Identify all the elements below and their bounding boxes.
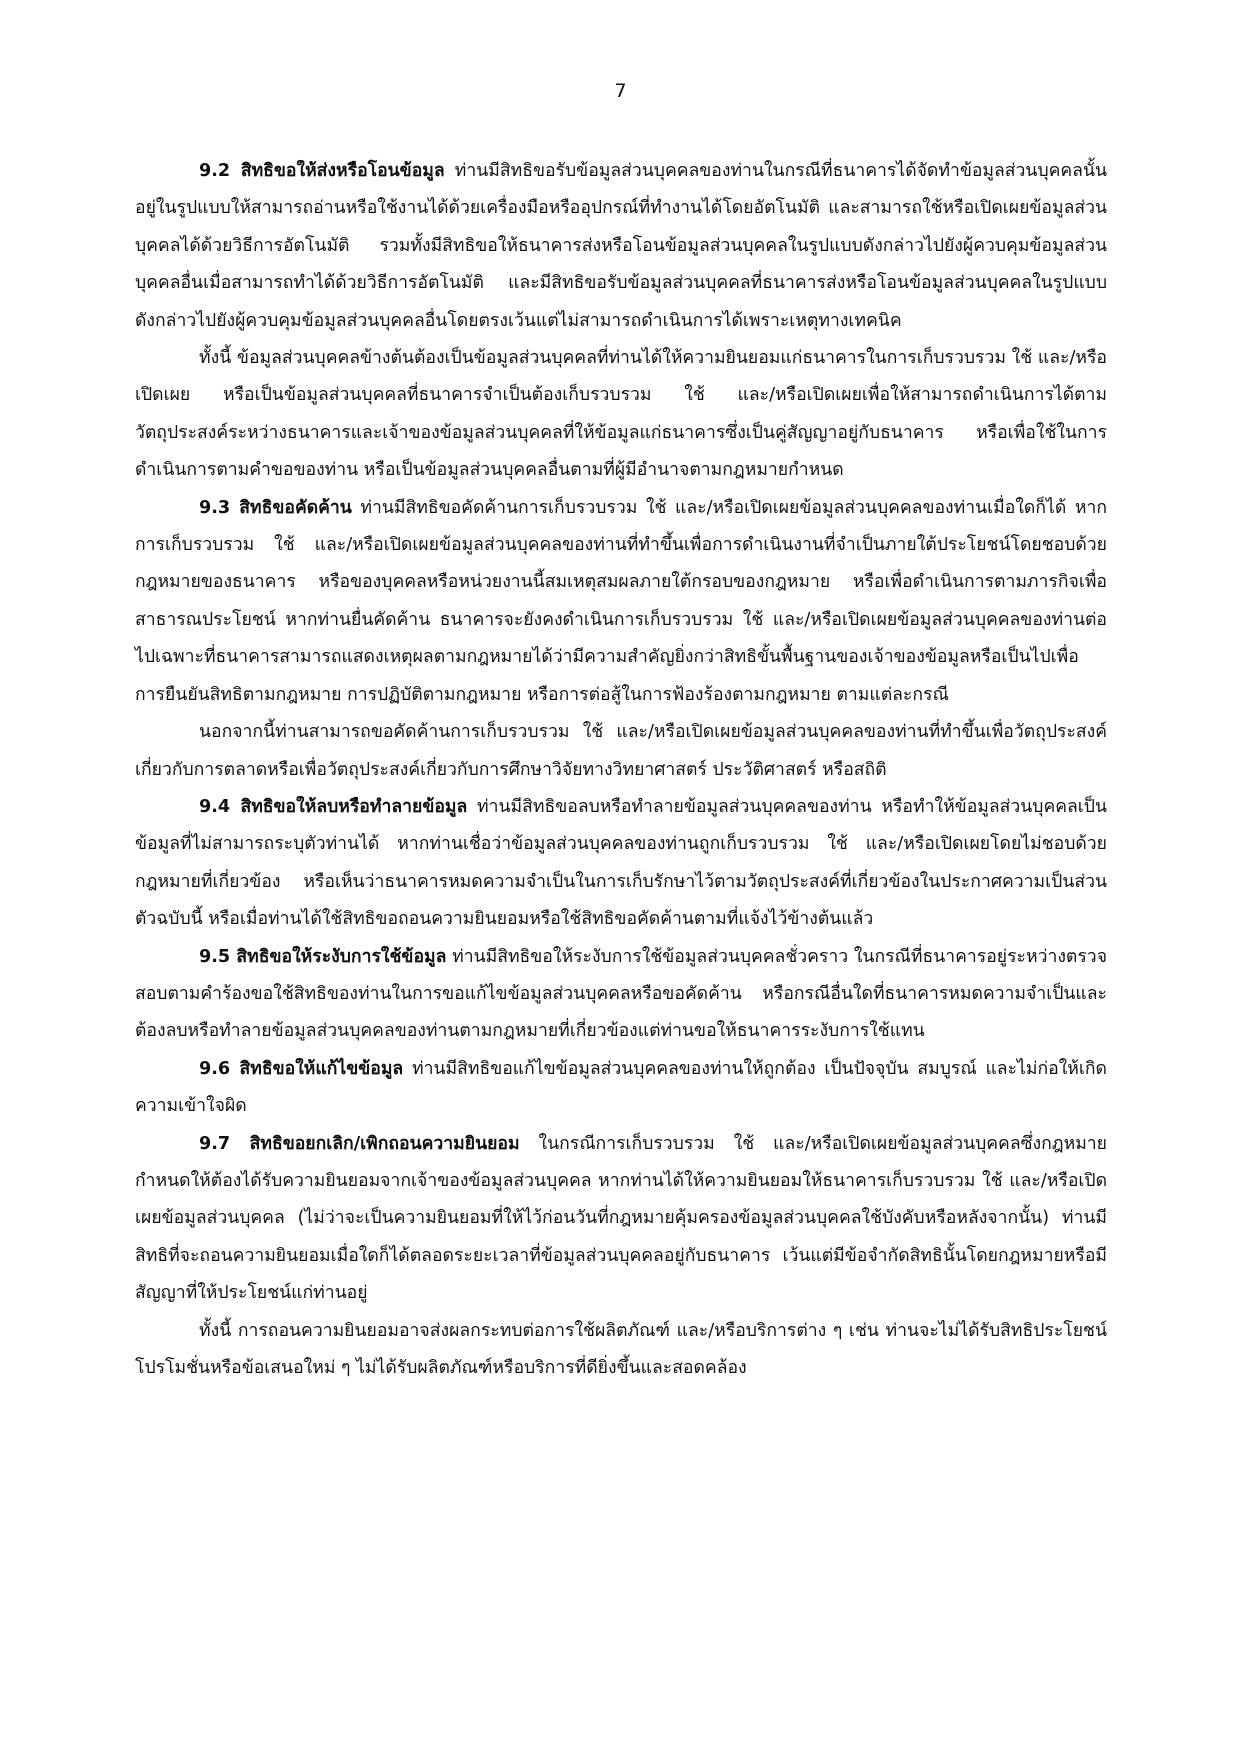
section-heading-9-7: 9.7 สิทธิขอยกเลิก/เพิกถอนความยินยอม — [199, 1133, 520, 1154]
paragraph-text: ท่านมีสิทธิขอคัดค้านการเก็บรวบรวม ใช้ และ/หรือเปิดเผยข้อมูลส่วนบุคคลของท่านเมื่อใดก็ได้ หากการเก็บรวบรวม ใช้ และ/หรือเปิดเผยข้อมูลส่วนบุคคลของท่านที่ทำขึ้นเพื่อการดำเนินงานที่จำเป็นภายใต้ประโยชน์โดยชอบด้วยกฎหมายของธนาคาร หรือของบุคคลหรือหน่วยงานนี้สมเหตุสมผลภายใต้กรอบของกฎหมาย หรือเพื่อดำเนินการตามภารกิจเพื่อสาธารณประโยชน์ หากท่านยื่นคัดค้าน ธนาคารจะยังคงดำเนินการเก็บรวบรวม ใช้ และ/หรือเปิดเผยข้อมูลส่วนบุคคลของท่านต่อไปเฉพาะที่ธนาคารสามารถแสดงเหตุผลตามกฎหมายได้ว่ามีความสำคัญยิ่งกว่าสิทธิขั้นพื้นฐานของเจ้าของข้อมูลหรือเป็นไปเพื่อการยืนยันสิทธิตามกฎหมาย การปฏิบัติตามกฎหมาย หรือการต่อสู้ในการฟ้องร้องตามกฎหมาย ตามแต่ละกรณี — [135, 497, 1107, 705]
paragraph-text: ทั้งนี้ ข้อมูลส่วนบุคคลข้างต้นต้องเป็นข้อมูลส่วนบุคคลที่ท่านได้ให้ความยินยอมแก่ธนาคารในการเก็บรวบรวม ใช้ และ/หรือเปิดเผย หรือเป็นข้อมูลส่วนบุคคลที่ธนาคารจำเป็นต้องเก็บรวบรวม ใช้ และ/หรือเปิดเผยเพื่อให้สามารถดำเนินการได้ตามวัตถุประสงค์ระหว่างธนาคารและเจ้าของข้อมูลส่วนบุคคลที่ให้ข้อมูลแก่ธนาคารซึ่งเป็นคู่สัญญาอยู่กับธนาคาร หรือเพื่อใช้ในการดำเนินการตามคำขอของท่าน หรือเป็นข้อมูลส่วนบุคคลอื่นตามที่ผู้มีอำนาจตามกฎหมายกำหนด — [135, 348, 1107, 481]
paragraph-text: ทั้งนี้ การถอนความยินยอมอาจส่งผลกระทบต่อการใช้ผลิตภัณฑ์ และ/หรือบริการต่าง ๆ เช่น ท่านจะไม่ได้รับสิทธิประโยชน์ โปรโมชั่นหรือข้อเสนอใหม่ ๆ ไม่ได้รับผลิตภัณฑ์หรือบริการที่ดียิ่งขึ้นและสอดคล้อง — [135, 1320, 1107, 1378]
paragraph-text: ท่านมีสิทธิขอให้ระงับการใช้ข้อมูลส่วนบุคคลชั่วคราว ในกรณีที่ธนาคารอยู่ระหว่างตรวจสอบตามคำร้องขอใช้สิทธิของท่านในการขอแก้ไขข้อมูลส่วนบุคคลหรือขอคัดค้าน หรือกรณีอื่นใดที่ธนาคารหมดความจำเป็นและต้องลบหรือทำลายข้อมูลส่วนบุคคลของท่านตามกฎหมายที่เกี่ยวข้องแต่ท่านขอให้ธนาคารระงับการใช้แทน — [135, 946, 1107, 1042]
paragraph-9-4 — [135, 789, 1107, 939]
section-heading-9-6: 9.6 สิทธิขอให้แก้ไขข้อมูล — [199, 1058, 404, 1079]
paragraph-text: ในกรณีการเก็บรวบรวม ใช้ และ/หรือเปิดเผยข้อมูลส่วนบุคคลซึ่งกฎหมายกำหนดให้ต้องได้รับความยินยอมจากเจ้าของข้อมูลส่วนบุคคล หากท่านได้ให้ความยินยอมให้ธนาคารเก็บรวบรวม ใช้ และ/หรือเปิดเผยข้อมูลส่วนบุคคล (ไม่ว่าจะเป็นความยินยอมที่ให้ไว้ก่อนวันที่กฎหมายคุ้มครองข้อมูลส่วนบุคคลใช้บังคับหรือหลังจากนั้น) ท่านมีสิทธิที่จะถอนความยินยอมเมื่อใดก็ได้ตลอดระยะเวลาที่ข้อมูลส่วนบุคคลอยู่กับธนาคาร เว้นแต่มีข้อจำกัดสิทธินั้นโดยกฎหมายหรือมีสัญญาที่ให้ประโยชน์แก่ท่านอยู่ — [135, 1133, 1107, 1304]
paragraph-9-5 — [135, 939, 1107, 1051]
paragraph-9-2-note — [135, 340, 1107, 490]
paragraph-9-7-note — [135, 1313, 1107, 1388]
paragraph-9-6 — [135, 1051, 1107, 1126]
paragraph-9-3-note — [135, 714, 1107, 789]
document-body — [135, 153, 1107, 1387]
section-heading-9-4: 9.4 สิทธิขอให้ลบหรือทำลายข้อมูล — [199, 796, 468, 817]
page-number: 7 — [614, 80, 627, 102]
section-heading-9-2: 9.2 สิทธิขอให้ส่งหรือโอนข้อมูล — [199, 161, 445, 181]
paragraph-text: ท่านมีสิทธิขอแก้ไขข้อมูลส่วนบุคคลของท่านให้ถูกต้อง เป็นปัจจุบัน สมบูรณ์ และไม่ก่อให้เกิดความเข้าใจผิด — [135, 1058, 1107, 1117]
paragraph-9-7 — [135, 1126, 1107, 1313]
paragraph-9-3 — [135, 490, 1107, 714]
paragraph-text: นอกจากนี้ท่านสามารถขอคัดค้านการเก็บรวบรวม ใช้ และ/หรือเปิดเผยข้อมูลส่วนบุคคลของท่านที่ทำขึ้นเพื่อวัตถุประสงค์เกี่ยวกับการตลาดหรือเพื่อวัตถุประสงค์เกี่ยวกับการศึกษาวิจัยทางวิทยาศาสตร์ ประวัติศาสตร์ หรือสถิติ — [135, 722, 1107, 780]
section-heading-9-3: 9.3 สิทธิขอคัดค้าน — [199, 497, 352, 518]
paragraph-9-2 — [135, 153, 1107, 340]
paragraph-text: ท่านมีสิทธิขอรับข้อมูลส่วนบุคคลของท่านในกรณีที่ธนาคารได้จัดทำข้อมูลส่วนบุคคลนั้นอยู่ในรูปแบบให้สามารถอ่านหรือใช้งานได้ด้วยเครื่องมือหรืออุปกรณ์ที่ทำงานได้โดยอัตโนมัติ และสามารถใช้หรือเปิดเผยข้อมูลส่วนบุคคลได้ด้วยวิธีการอัตโนมัติ รวมทั้งมีสิทธิขอให้ธนาคารส่งหรือโอนข้อมูลส่วนบุคคลในรูปแบบดังกล่าวไปยังผู้ควบคุมข้อมูลส่วนบุคคลอื่นเมื่อสามารถทำได้ด้วยวิธีการอัตโนมัติ และมีสิทธิขอรับข้อมูลส่วนบุคคลที่ธนาคารส่งหรือโอนข้อมูลส่วนบุคคลในรูปแบบดังกล่าวไปยังผู้ควบคุมข้อมูลส่วนบุคคลอื่นโดยตรงเว้นแต่ไม่สามารถดำเนินการได้เพราะเหตุทางเทคนิค — [135, 161, 1107, 331]
section-heading-9-5: 9.5 สิทธิขอให้ระงับการใช้ข้อมูล — [199, 946, 447, 967]
paragraph-text: ท่านมีสิทธิขอลบหรือทำลายข้อมูลส่วนบุคคลของท่าน หรือทำให้ข้อมูลส่วนบุคคลเป็นข้อมูลที่ไม่สามารถระบุตัวท่านได้ หากท่านเชื่อว่าข้อมูลส่วนบุคคลของท่านถูกเก็บรวบรวม ใช้ และ/หรือเปิดเผยโดยไม่ชอบด้วยกฎหมายที่เกี่ยวข้อง หรือเห็นว่าธนาคารหมดความจำเป็นในการเก็บรักษาไว้ตามวัตถุประสงค์ที่เกี่ยวข้องในประกาศความเป็นส่วนตัวฉบับนี้ หรือเมื่อท่านได้ใช้สิทธิขอถอนความยินยอมหรือใช้สิทธิขอคัดค้านตามที่แจ้งไว้ข้างต้นแล้ว — [135, 796, 1107, 930]
